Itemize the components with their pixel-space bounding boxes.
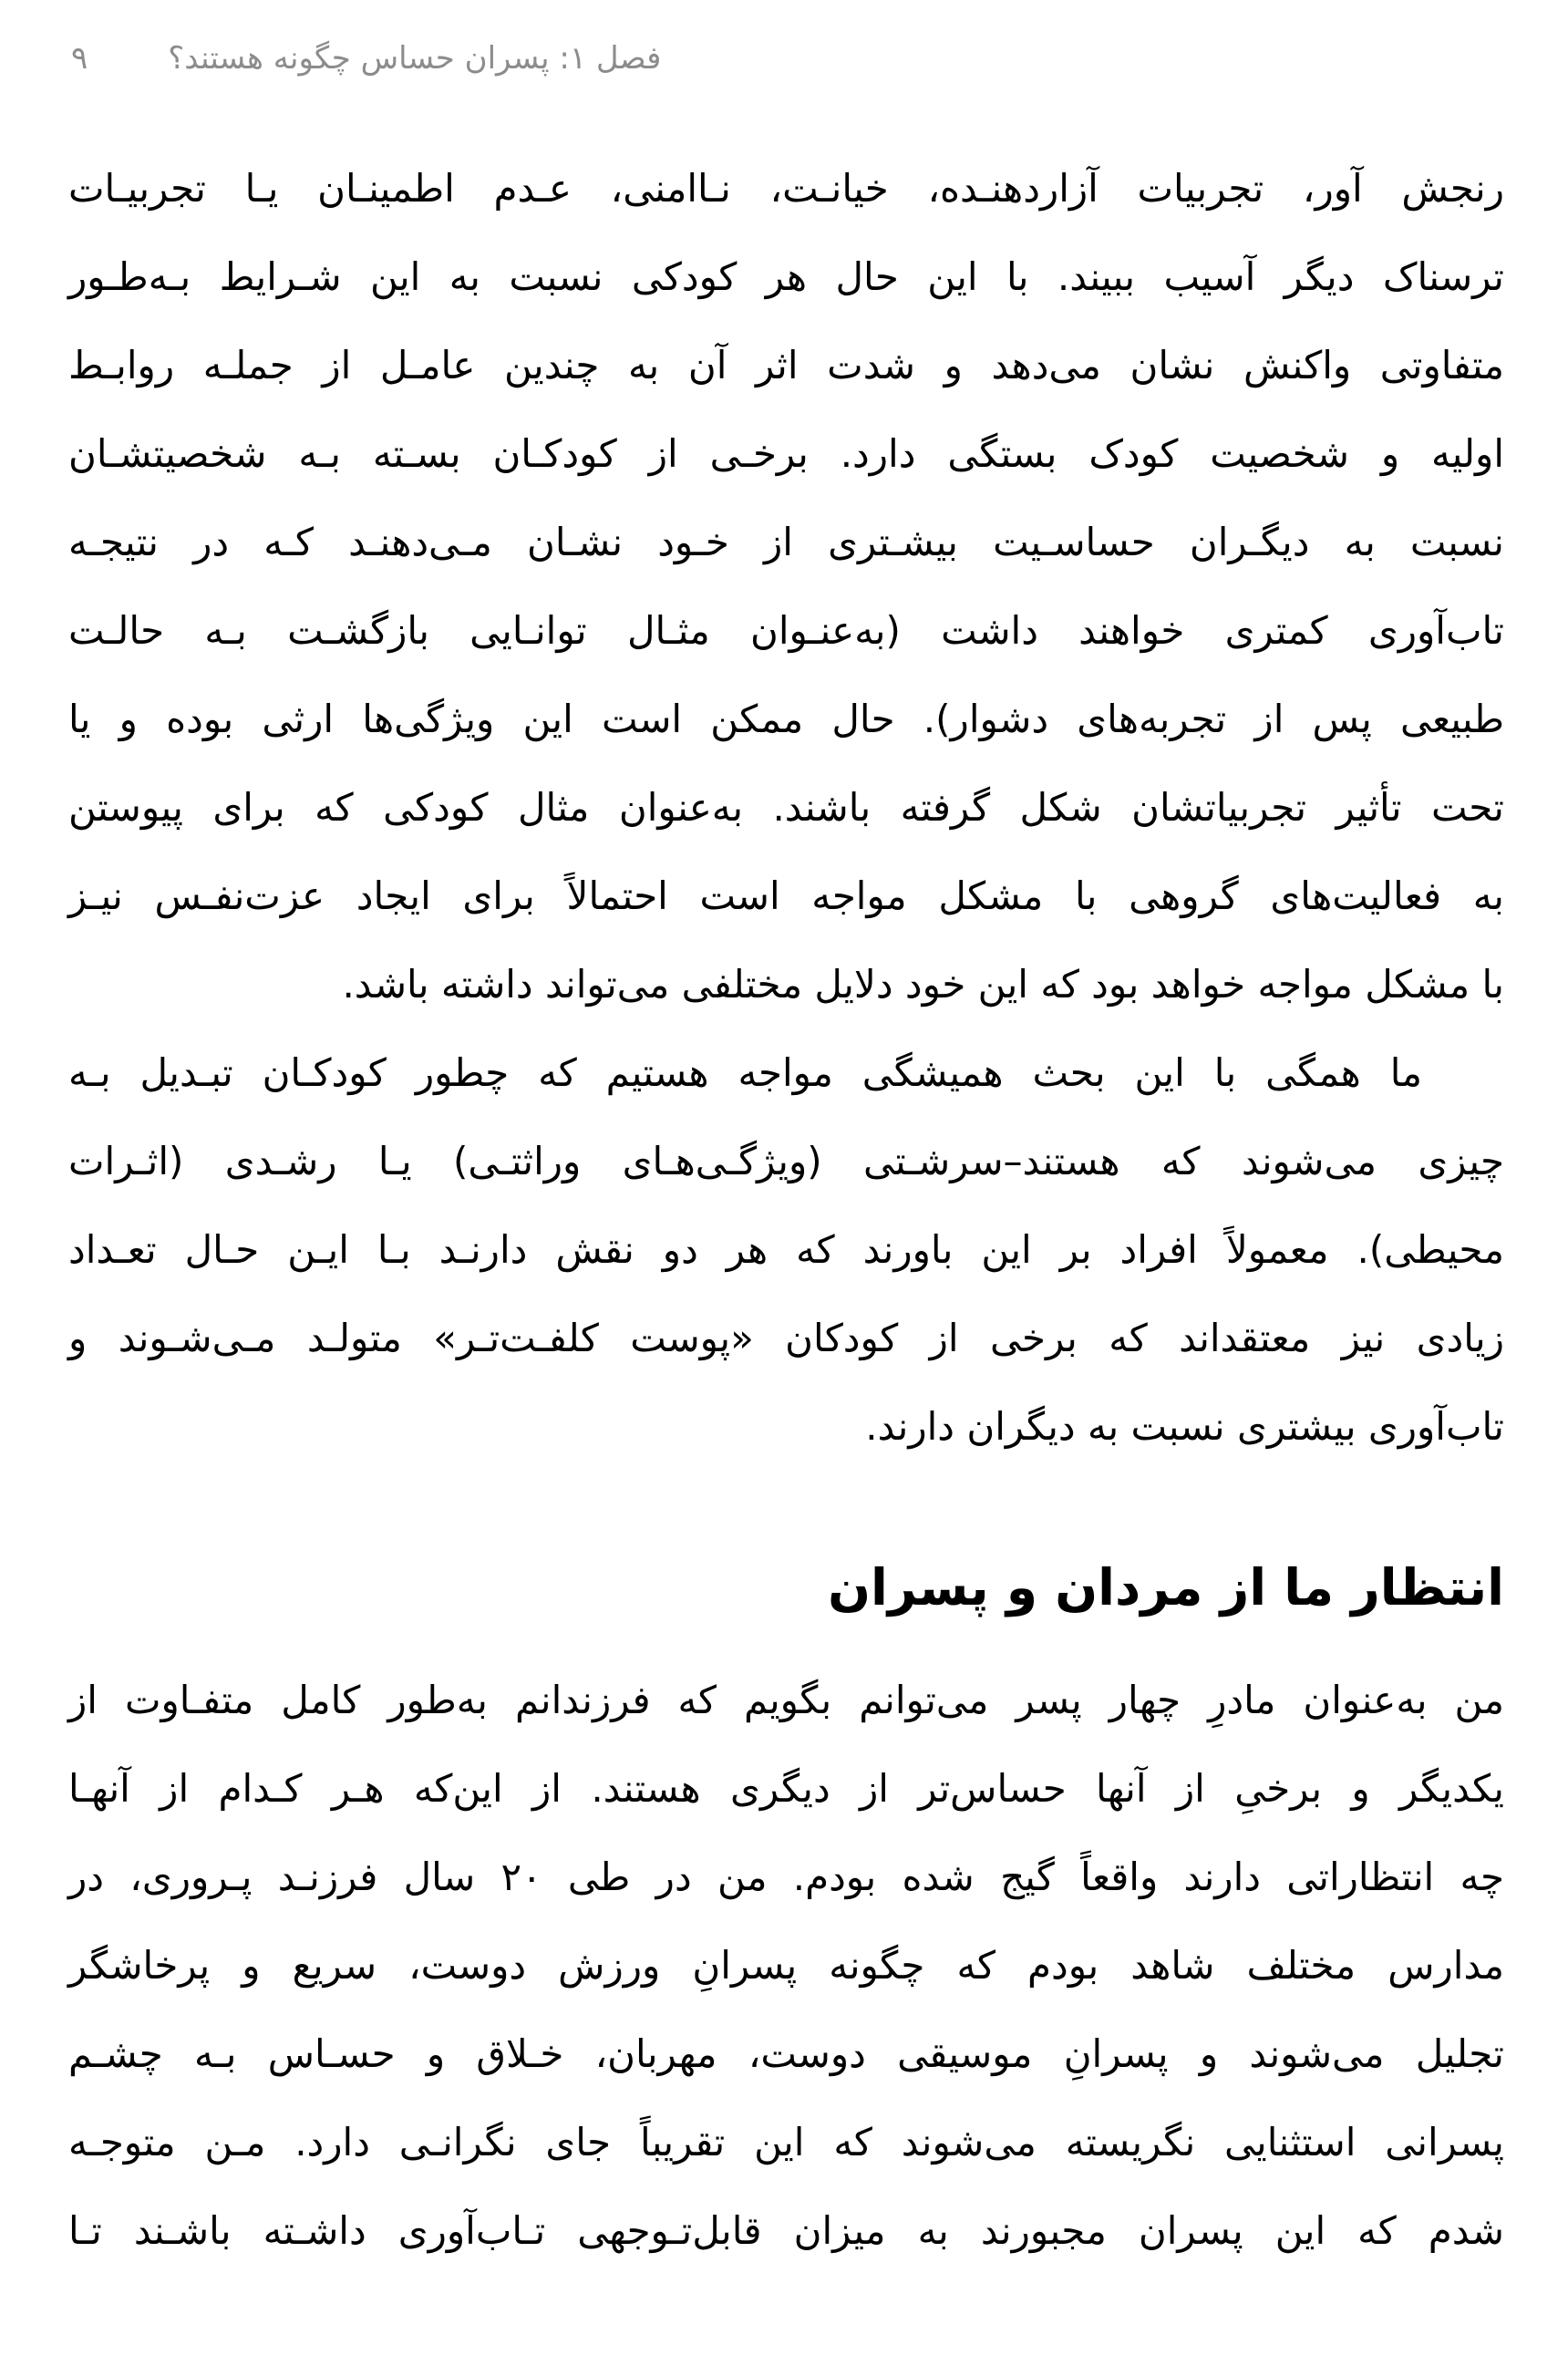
paragraph-line: یکدیگر و برخیِ از آنها حساس‌تر از دیگری هستند. از این‌که هـر کـدام از آنهـا bbox=[68, 1766, 1504, 1811]
running-chapter-title: فصل ۱: پسران حساس چگونه هستند؟ bbox=[168, 40, 662, 77]
paragraph-line: تحت تأثیر تجربیاتشان شکل گرفته باشند. به‌عنوان مثال کودکی که برای پیوستن bbox=[68, 785, 1504, 830]
paragraph-line: زیادی نیز معتقداند که برخی از کودکان «پوست کلفـت‌تـر» متولـد مـی‌شـوند و bbox=[68, 1316, 1504, 1360]
paragraph-line: پسرانی استثنایی نگریسته می‌شوند که این تقریباً جای نگرانـی دارد. مـن متوجـه bbox=[68, 2120, 1504, 2165]
paragraph-line: مدارس مختلف شاهد بودم که چگونه پسرانِ ورزش دوست، سریع و پرخاشگر bbox=[68, 1943, 1504, 1988]
paragraph-line: ترسناک دیگر آسیب ببیند. با این حال هر کودکی نسبت به این شـرایط بـه‌طـور bbox=[68, 254, 1504, 299]
paragraph-line: محیطی). معمولاً افراد بر این باورند که هر دو نقش دارنـد بـا ایـن حـال تعـداد bbox=[68, 1227, 1504, 1272]
paragraph-line: چه انتظاراتی دارند واقعاً گیج شده بودم. من در طی ۲۰ سال فرزنـد پـروری، در bbox=[68, 1855, 1504, 1899]
paragraph-line: من به‌عنوان مادرِ چهار پسر می‌توانم بگویم که فرزندانم به‌طور کامل متفـاوت از bbox=[68, 1678, 1504, 1722]
paragraph-line: متفاوتی واکنش نشان می‌دهد و شدت اثر آن به چندین عامـل از جملـه روابـط bbox=[68, 343, 1504, 387]
paragraph-line: تاب‌آوری کمتری خواهند داشت (به‌عنـوان مثـال توانـایی بازگشـت بـه حالـت bbox=[68, 608, 1504, 653]
paragraph-line: با مشکل مواجه خواهد بود که این خود دلایل مختلفی می‌تواند داشته باشد. bbox=[342, 962, 1504, 1007]
paragraph-line: ما همگی با این بحث همیشگی مواجه هستیم که چطور کودکـان تبـدیل بـه bbox=[68, 1050, 1422, 1095]
paragraph-line: به فعالیت‌های گروهی با مشکل مواجه است احتمالاً برای ایجاد عزت‌نفـس نیـز bbox=[68, 873, 1504, 918]
paragraph-line: تجلیل می‌شوند و پسرانِ موسیقی دوست، مهربان، خـلاق و حسـاس بـه چشـم bbox=[68, 2031, 1504, 2076]
paragraph-line: شدم که این پسران مجبورند به میزان قابل‌تـوجهی تـاب‌آوری داشـته باشـند تـا bbox=[68, 2208, 1504, 2253]
paragraph-line: تاب‌آوری بیشتری نسبت به دیگران دارند. bbox=[865, 1404, 1504, 1449]
page-body bbox=[68, 144, 1504, 2275]
running-header bbox=[71, 33, 1504, 84]
paragraph-line: نسبت به دیگـران حساسـیت بیشـتری از خـود نشـان مـی‌دهنـد کـه در نتیجـه bbox=[68, 520, 1504, 564]
section-heading: انتظار ما از مردان و پسران bbox=[828, 1558, 1504, 1617]
paragraph-line: طبیعی پس از تجربه‌های دشوار). حال ممکن است این ویژگی‌ها ارثی بوده و یا bbox=[68, 697, 1504, 741]
page-number: ۹ bbox=[71, 40, 88, 77]
paragraph-line: چیزی می‌شوند که هستند–سرشـتی (ویژگـی‌هـای وراثتـی) یـا رشـدی (اثـرات bbox=[68, 1139, 1504, 1183]
paragraph-line: رنجش آور، تجربیات آزاردهنـده، خیانـت، نـاامنی، عـدم اطمینـان یـا تجربیـات bbox=[68, 166, 1504, 211]
paragraph-line: اولیه و شخصیت کودک بستگی دارد. برخـی از کودکـان بسـته بـه شخصیتشـان bbox=[68, 431, 1504, 476]
